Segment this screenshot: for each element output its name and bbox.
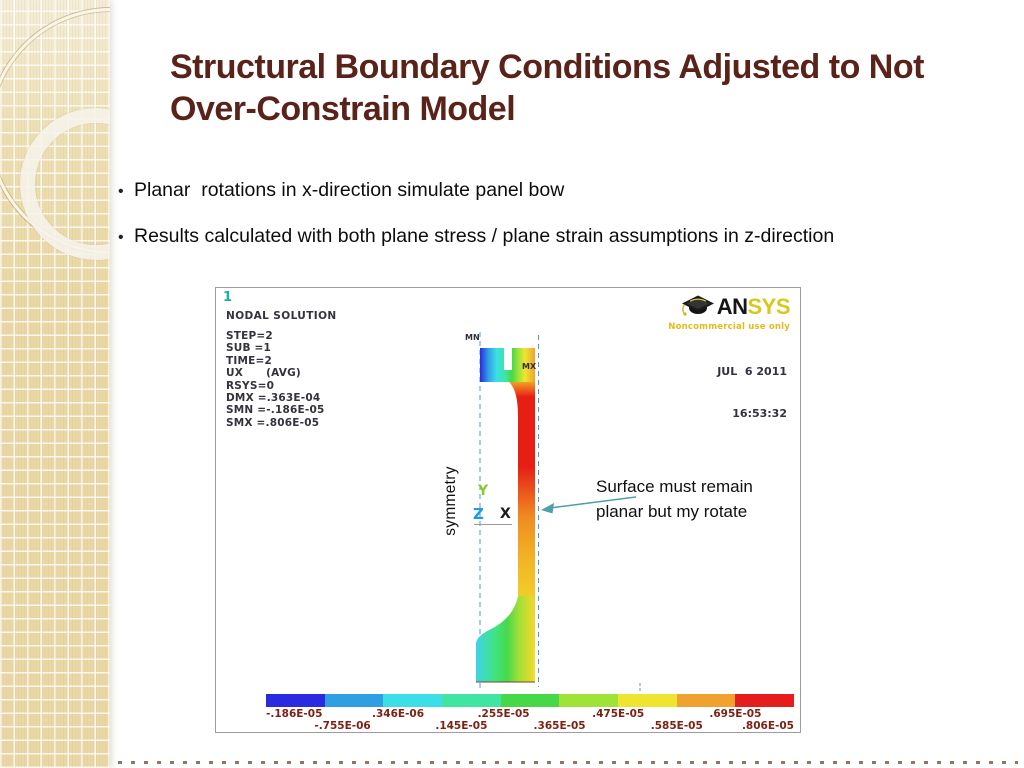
bullet-list (118, 180, 1008, 272)
bullet-item: • Results calculated with both plane stress / plane strain assumptions in z-direction (118, 226, 1008, 248)
stat-line: DMX =.363E-04 (226, 392, 321, 405)
colorbar-label: -.186E-05 (266, 708, 323, 720)
stat-line: RSYS=0 (226, 379, 275, 392)
min-marker: MN (465, 333, 480, 342)
stat-line: TIME=2 (226, 354, 272, 367)
bullet-item: • Planar rotations in x-direction simulate panel bow (118, 180, 1008, 202)
colorbar-label: .695E-05 (709, 708, 762, 720)
date-label: JUL 6 2011 (717, 365, 787, 378)
colorbar-label: .365E-05 (533, 720, 586, 732)
max-marker: MX (522, 362, 537, 371)
ansys-screenshot (215, 287, 801, 733)
colorbar-segment (383, 694, 442, 707)
annotation-line: planar but my rotate (596, 502, 748, 521)
ansys-wordmark: ANSYS (716, 294, 790, 319)
nodal-solution-label: NODAL SOLUTION (226, 310, 337, 322)
colorbar-label: .475E-05 (592, 708, 645, 720)
colorbar-label: .255E-05 (477, 708, 530, 720)
time-label: 16:53:32 (732, 407, 787, 420)
colorbar-label: .806E-05 (741, 720, 794, 732)
stat-line: SMX =.806E-05 (226, 416, 320, 429)
colorbar-label: .585E-05 (650, 720, 703, 732)
colorbar-label: .145E-05 (435, 720, 488, 732)
axis-y-label: Y (478, 483, 489, 499)
stat-line: SUB =1 (226, 342, 272, 355)
colorbar-segment (559, 694, 618, 707)
colorbar-segment (677, 694, 736, 707)
stat-line: SMN =-.186E-05 (226, 404, 325, 417)
colorbar-segment (618, 694, 677, 707)
symmetry-label: symmetry (442, 466, 459, 536)
axis-z-label: Z (473, 505, 484, 523)
stat-line: STEP=2 (226, 330, 273, 342)
annotation-text (596, 474, 753, 524)
sidebar-decoration (0, 0, 110, 768)
colorbar-segment (325, 694, 384, 707)
colorbar-label: -.755E-06 (314, 720, 371, 732)
plot-window-id: 1 (223, 290, 233, 305)
colorbar (266, 694, 794, 707)
colorbar-segment (442, 694, 501, 707)
axis-x-label: X (500, 506, 511, 522)
stat-line: UX (AVG) (226, 367, 301, 380)
colorbar-label: .346E-06 (371, 708, 425, 720)
colorbar-segment (266, 694, 325, 707)
colorbar-segment (501, 694, 560, 707)
license-text: Noncommercial use only (668, 322, 790, 332)
annotation-line: Surface must remain (596, 477, 753, 496)
slide-title: Structural Boundary Conditions Adjusted to Not Over-Constrain Model (170, 48, 924, 129)
axis-baseline (474, 524, 512, 525)
bottom-dotted-line (118, 761, 1018, 764)
colorbar-segment (735, 694, 794, 707)
